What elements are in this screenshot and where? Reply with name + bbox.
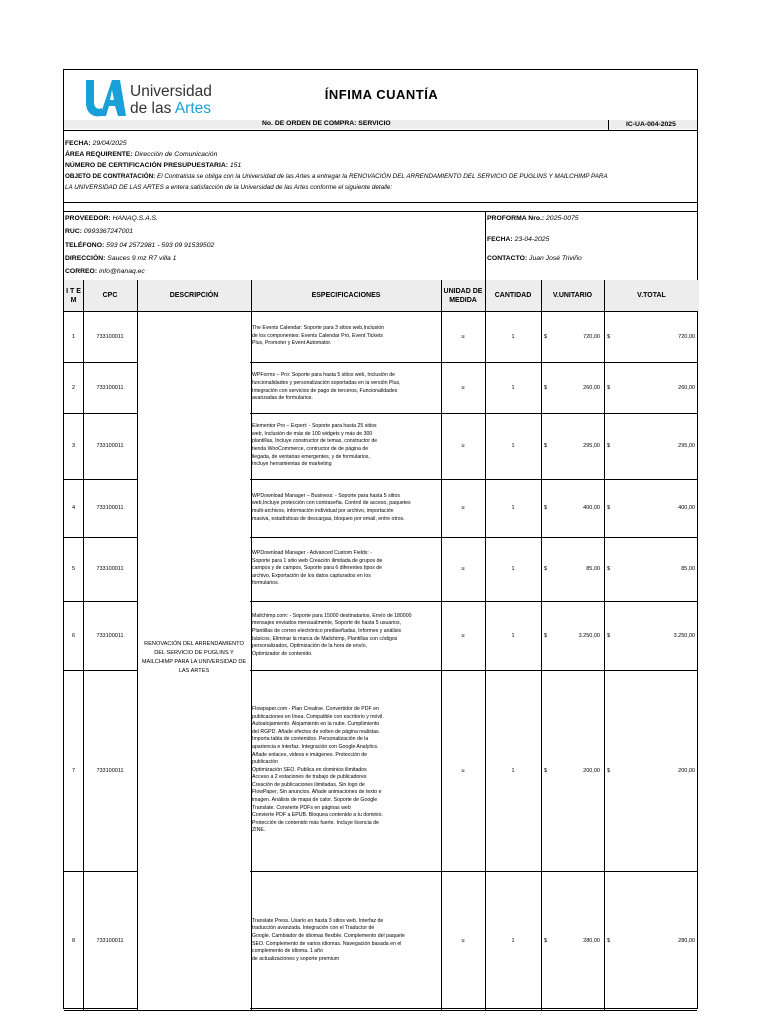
unit-of-measure: u <box>461 937 465 944</box>
unit-price: 260,00 <box>583 384 600 391</box>
currency-symbol: $ <box>607 566 611 572</box>
total-price: 260,00 <box>678 384 695 391</box>
proveedor-line: PROVEEDOR: HANAQ.S.A.S. <box>65 215 158 222</box>
quantity: 1 <box>511 566 515 572</box>
unit-of-measure: u <box>461 333 465 340</box>
unit-of-measure: u <box>461 384 465 391</box>
cpc-code: 733100011 <box>96 333 124 340</box>
quantity: 1 <box>511 632 515 639</box>
specification-text: WPDownload Manager - Advanced Custom Fields: - Soporte para 1 sitio web Creación ilimitada de grupos de campos y de campos, Soporte para 6 diferentes tipos de archivo, Exportación de los datos capturados en los formularios. <box>252 550 383 587</box>
unit-of-measure: u <box>461 632 465 639</box>
logo-line-1: Universidad <box>130 83 212 100</box>
proforma-line: PROFORMA Nro.: 2025-0075 <box>487 215 579 222</box>
specification-text: The Events Calendar: Soporte para 3 sitios web,Inclusión de los componentes: Events Calendar Pro, Event Tickets Plus, Promoter y Event Automator. <box>252 325 385 347</box>
contacto-line: CONTACTO: Juan José Triviño <box>487 255 582 262</box>
currency-symbol: $ <box>607 767 611 774</box>
currency-symbol: $ <box>544 443 548 449</box>
total-price: 720,00 <box>678 333 695 340</box>
unit-price: 400,00 <box>583 505 600 511</box>
ruc-line: RUC: 0993367247001 <box>65 228 134 235</box>
item-number: 1 <box>71 333 76 340</box>
specification-cell <box>252 670 440 871</box>
unit-price: 295,00 <box>583 443 600 449</box>
unit-of-measure: u <box>461 566 465 572</box>
total-price: 295,00 <box>678 443 695 449</box>
header-vunitario: V.UNITARIO <box>552 292 593 299</box>
currency-symbol: $ <box>607 443 611 449</box>
telefono-line: TELÉFONO: 593 04 2572981 - 593 09 91539502 <box>65 242 215 249</box>
currency-symbol: $ <box>544 505 548 511</box>
cpc-code: 733100011 <box>96 443 124 449</box>
specification-cell <box>252 311 440 362</box>
specification-cell <box>252 413 440 479</box>
quantity: 1 <box>511 767 515 774</box>
area-line: ÁREA REQUIRENTE: Dirección de Comunicación <box>65 151 218 158</box>
cpc-code: 733100011 <box>96 632 124 639</box>
currency-symbol: $ <box>607 937 611 944</box>
currency-symbol: $ <box>544 384 548 391</box>
specification-text: Elementor Pro – Expert: - Soporte para hasta 25 sitios web, Inclusión de más de 100 widgets y más de 300 plantillas, Incluye constructor de temas, constructor de tienda WooCommerce, contructor de de página de llegada, de ventanas emergentes, y de formularios, Incluye herramientas de marketing <box>252 423 378 468</box>
specification-text: Translate Press. Usarlo en hasta 3 sitios web. Interfaz de traducción avanzada. Integración con el Traductor de Google. Cambiador de idiomas flexible. Complemento del paquete SEO. Complemento de varios idiomas. Navegación basada en el complemento de idioma. 1 año de actualizaciones y soporte premium <box>252 917 405 962</box>
cpc-code: 733100011 <box>96 384 124 391</box>
quantity: 1 <box>511 505 515 511</box>
unit-of-measure: u <box>461 443 465 449</box>
unit-price: 280,00 <box>583 937 600 944</box>
specification-text: WPForms – Pro: Soporte para hasta 5 sitios web, Inclusión de funcionalidades y personalización soportadas en la versión Plus, Integración con servicios de pago de terceros, Funcionalidades avanzadas de formularios. <box>252 372 401 402</box>
purchase-order-sheet <box>63 69 698 1009</box>
total-price: 400,00 <box>678 505 695 511</box>
specification-cell <box>252 871 440 1010</box>
header-descripcion: DESCRIPCIÓN <box>169 292 219 299</box>
specification-cell <box>252 362 440 413</box>
specification-cell <box>252 537 440 601</box>
total-price: 3.250,00 <box>673 632 695 639</box>
header-vtotal: V.TOTAL <box>637 292 666 299</box>
quantity: 1 <box>511 937 515 944</box>
item-number: 6 <box>71 632 76 639</box>
currency-symbol: $ <box>544 632 548 639</box>
specification-text: Flowpaper.com - Plan Creative. Convertidor de PDF en publicaciones en línea. Compatible con escritorio y móvil. Autoalojamiento. Alojamiento en la nube. Cumplimiento del RGPD. Añade efectos de volteo de página realistas. Importa tabla de contenidos. Personalización de la apariencia e interfaz. Integración con Google Analytics. Añade enlaces, videos e imágenes. Protección de publicación Optimización SEO. Publica en dominios ilimitados Acceso a 2 estaciones de trabajo de publicadores Creación de publicaciones ilimitadas. Sin logo de FlowPaper, Sin anuncios. Añade animaciones de texto e imagen. Análisis de mapa de calor. Soporte de Google Translate. Convierte PDFs en páginas web Convierte PDF a EPUB. Bloquea contenido a tu dominio. Protección de contenido más fuerte. Incluye licencia de ZINE. <box>252 705 384 834</box>
document-title: ÍNFIMA CUANTÍA <box>324 87 439 102</box>
description-text: RENOVACIÓN DEL ARRENDAMIENTO DEL SERVICIO DE PUGLINS Y MAILCHIMP PARA LA UNIVERSIDAD DE LAS ARTES <box>141 641 247 674</box>
header-cantidad: CANTIDAD <box>494 292 532 299</box>
total-price: 85,00 <box>681 566 695 572</box>
item-number: 2 <box>71 384 76 391</box>
currency-symbol: $ <box>607 505 611 511</box>
direccion-line: DIRECCIÓN: Sauces 9 mz R7 villa 1 <box>65 255 177 262</box>
total-price: 280,00 <box>678 937 695 944</box>
unit-price: 720,00 <box>583 333 600 340</box>
cpc-code: 733100011 <box>96 566 124 572</box>
objeto-line: OBJETO DE CONTRATACIÓN: El Contratista se obliga con la Universidad de las Artes a entregar la RENOVACIÓN DEL ARRENDAMIENTO DEL SERVICIO DE PUGLINS Y MAILCHIMP PARA <box>65 173 608 180</box>
unit-of-measure: u <box>461 505 465 511</box>
item-number: 5 <box>71 566 76 572</box>
currency-symbol: $ <box>544 566 548 572</box>
proforma-fecha-line: FECHA: 23-04-2025 <box>487 236 550 243</box>
currency-symbol: $ <box>544 767 548 774</box>
currency-symbol: $ <box>607 333 611 340</box>
item-number: 8 <box>71 937 76 944</box>
correo-line: CORREO: info@hanaq.ec <box>65 268 145 275</box>
total-price: 200,00 <box>678 767 695 774</box>
unit-price: 200,00 <box>583 767 600 774</box>
row-divider <box>64 1010 697 1011</box>
specification-cell <box>252 601 440 670</box>
cpc-code: 733100011 <box>96 937 124 944</box>
header-unidad: UNIDAD DE MEDIDA <box>443 287 483 304</box>
currency-symbol: $ <box>544 333 548 340</box>
order-label: No. DE ORDEN DE COMPRA: SERVICIO <box>262 120 391 127</box>
cert-line: NÚMERO DE CERTIFICACIÓN PRESUPUESTARIA: 151 <box>65 162 242 169</box>
currency-symbol: $ <box>607 384 611 391</box>
cpc-code: 733100011 <box>96 505 124 511</box>
order-code: IC-UA-004-2025 <box>626 121 676 128</box>
header-cpc: CPC <box>102 292 118 299</box>
specification-text: Mailchimp.com: - Soporte para 15000 destinatarios, Envío de 180000 mensajes enviados mensualmente, Soporte de hasta 5 usuarios, Plantillas de correo electrónico prediseñadas, Informes y análisis básicos, Eliminar la marca de Mailchimp, Plantillas con códigos personalizados, Optimización de la hora de envío, Optimizador de contenido. <box>252 612 412 657</box>
quantity: 1 <box>511 443 515 449</box>
currency-symbol: $ <box>607 632 611 639</box>
currency-symbol: $ <box>544 937 548 944</box>
objeto-line-2: LA UNIVERSIDAD DE LAS ARTES a entera satisfacción de la Universidad de las Artes conforme el siguiente detalle: <box>65 184 393 191</box>
unit-price: 85,00 <box>586 566 600 572</box>
specification-text: WPDownload Manager – Business: - Soporte para hasta 5 sitios web,Incluye protección con contraseña. Control de acceso, paquetes multi-archivos, información individual por archivo, importación masiva, estadísticas de descargas, bloqueo por email, entre otros. <box>252 492 411 522</box>
cpc-code: 733100011 <box>96 767 124 774</box>
item-number: 4 <box>71 505 76 511</box>
specification-cell <box>252 479 440 537</box>
item-number: 7 <box>71 767 76 774</box>
quantity: 1 <box>511 333 515 340</box>
unit-of-measure: u <box>461 767 465 774</box>
logo-line-2: de las Artes <box>130 100 211 117</box>
header-item: I T E M <box>66 287 81 304</box>
unit-price: 3.250,00 <box>578 632 600 639</box>
quantity: 1 <box>511 384 515 391</box>
header-especificaciones: ESPECIFICACIONES <box>311 292 381 299</box>
item-number: 3 <box>71 443 76 449</box>
fecha-line: FECHA: 29/04/2025 <box>65 140 127 147</box>
